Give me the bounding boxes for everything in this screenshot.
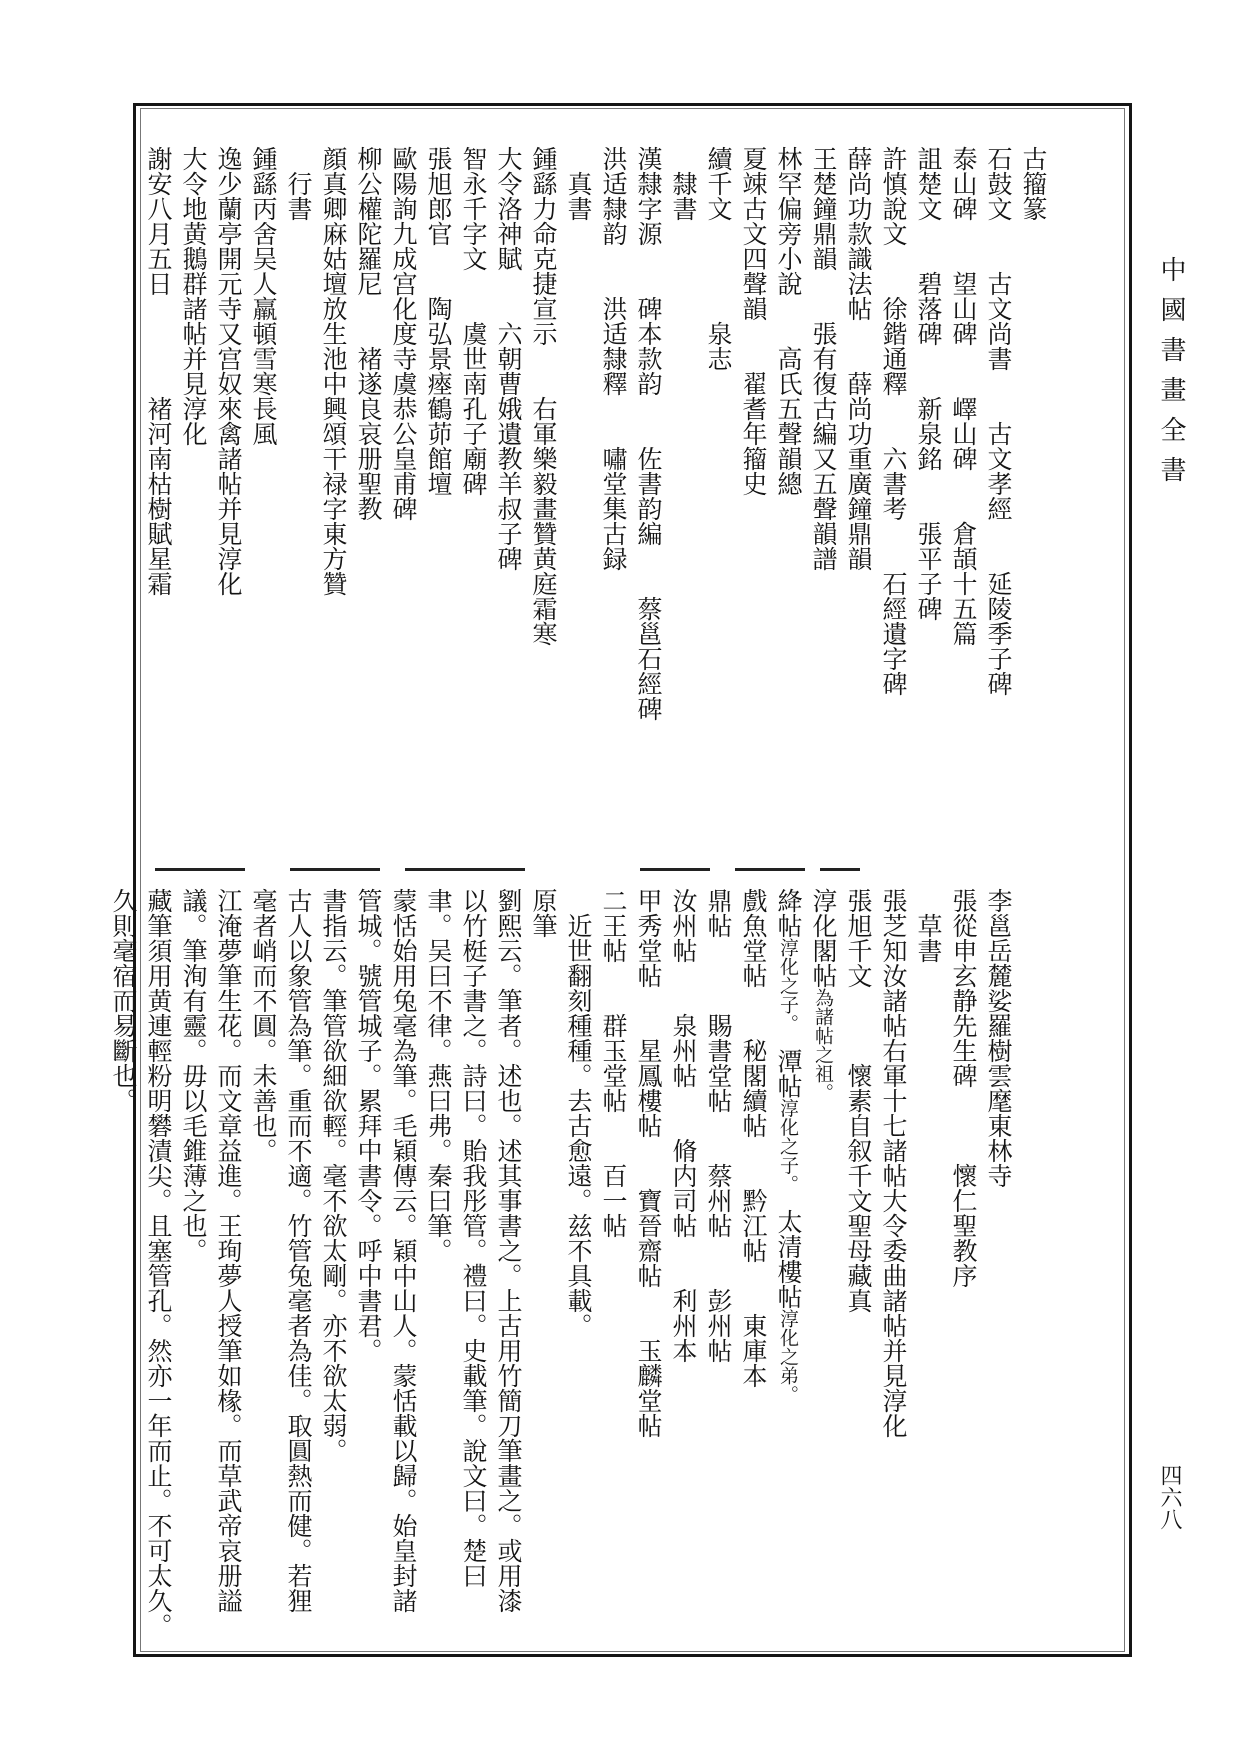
text-column [776,888,801,1404]
column-text: 顔真卿麻姑壇放生池中興頌干禄字東方贊 [319,146,348,596]
column-text: 淳化閣帖 [809,888,838,988]
text-column [776,146,801,496]
column-text: 續千文 泉志 [704,146,733,371]
column-text: 智永千字文 虞世南孔子廟碑 [459,146,488,496]
page-number: 四六八 [1157,1464,1182,1530]
column-text: 聿。吴曰不律。燕曰弗。秦曰筆。 [424,888,453,1263]
text-column [461,146,486,496]
column-text: 以竹梃子書之。詩曰。貽我彤管。禮曰。史載筆。說文曰。楚曰 [459,888,488,1588]
text-column [181,146,206,446]
column-text: 歐陽詢九成宫化度寺虞恭公皇甫碑 [389,146,418,521]
text-column [846,146,871,571]
text-column [216,146,241,596]
column-text: 薛尚功款識法帖 薛尚功重廣鐘鼎韻 [844,146,873,571]
column-text: 古籀篆 [1019,146,1048,221]
column-text: 大令洛神賦 六朝曹娥遺教羊叔子碑 [494,146,523,571]
column-text: 漢隸字源 碑本款韵 佐書韵編 蔡邕石經碑 [634,146,663,721]
column-text: 毫者峭而不圓。未善也。 [249,888,278,1163]
text-column [251,146,276,446]
column-text: 劉熙云。筆者。述也。述其事書之。上古用竹簡刀筆畫之。或用漆 [494,888,523,1613]
text-column [986,888,1011,1188]
text-column [531,146,556,646]
text-column [286,171,311,221]
text-column [181,888,206,1263]
text-column [846,888,871,1313]
text-column [496,146,521,571]
column-text: 謝安八月五日 褚河南枯樹賦星霜 [144,146,173,596]
column-text: 許慎說文 徐鍇通釋 六書考 石經遺字碑 [879,146,908,696]
column-text: 泰山碑 望山碑 嶧山碑 倉頡十五篇 [949,146,978,646]
text-column [566,913,591,1338]
text-column [1021,146,1046,221]
section-divider [290,868,380,871]
column-text: 近世翻刻種種。去古愈遠。兹不具載。 [564,913,593,1338]
text-column [741,888,766,1388]
column-text: 久則毫宿而易斷也。 [109,888,138,1113]
text-column [286,888,311,1613]
column-text: 太清樓帖 [774,1184,803,1309]
text-column [146,146,171,596]
column-text: 張旭郎官 陶弘景瘞鶴茆館壇 [424,146,453,496]
text-column [426,888,451,1263]
text-column [916,913,941,963]
column-text: 真書 [564,171,593,221]
text-column [951,146,976,646]
column-text: 李邕岳麓娑羅樹雲麾東林寺 [984,888,1013,1188]
text-column [426,146,451,496]
column-text: 戲魚堂帖 秘閣續帖 黔江帖 東庫本 [739,888,768,1388]
column-text: 絳帖 [774,888,803,938]
column-text: 甲秀堂帖 星鳳樓帖 寶晉齋帖 玉麟堂帖 [634,888,663,1438]
column-text: 蒙恬始用兔毫為筆。毛穎傳云。穎中山人。蒙恬載以歸。始皇封諸 [389,888,418,1613]
text-column [636,888,661,1438]
text-column [811,146,836,571]
column-text: 張旭千文 懷素自叙千文聖母藏真 [844,888,873,1313]
text-column [146,888,171,1638]
text-column [566,171,591,221]
text-column [601,888,626,1238]
text-column [741,146,766,496]
column-text: 逸少蘭亭開元寺又宫奴來禽諸帖并見淳化 [214,146,243,596]
column-text: 王楚鐘鼎韻 張有復古編又五聲韻譜 [809,146,838,571]
text-column [111,888,136,1113]
column-text: 石鼓文 古文尚書 古文孝經 延陵季子碑 [984,146,1013,696]
text-column [706,146,731,371]
running-title: 中國書畫全書 [1156,256,1186,496]
text-column [881,146,906,696]
column-text: 張芝知汝諸帖右軍十七諸帖大令委曲諸帖并見淳化 [879,888,908,1438]
column-text: 古人以象管為筆。重而不適。竹管兔毫者為佳。取圓熱而健。若狸 [284,888,313,1613]
section-divider [735,868,805,871]
text-column [321,146,346,596]
column-text: 洪适隸韵 洪适隸釋 嘯堂集古録 [599,146,628,571]
text-column [391,888,416,1613]
column-text: 藏筆須用黄連輕粉明礬漬尖。且塞管孔。然亦一年而止。不可太久。 [144,888,173,1638]
text-column [636,146,661,721]
section-divider [155,868,245,871]
column-text: 江淹夢筆生花。而文章益進。王珣夢人授筆如椽。而草武帝哀册謚 [214,888,243,1613]
inline-note: 淳化之子。 [777,938,799,1024]
column-text: 原筆 [529,888,558,938]
column-text: 張從申玄静先生碑 懷仁聖教序 [949,888,978,1288]
column-text: 汝州帖 泉州帖 脩内司帖 利州本 [669,888,698,1363]
text-column [916,146,941,621]
text-column [671,171,696,221]
inline-note: 淳化之弟。 [777,1309,799,1404]
column-text: 潭帖 [774,1023,803,1099]
column-text: 二王帖 群玉堂帖 百一帖 [599,888,628,1238]
column-text: 議。筆洵有靈。毋以毛錐薄之也。 [179,888,208,1263]
text-column [811,888,836,1102]
text-column [951,888,976,1288]
column-text: 鍾繇丙舍吴人羸頓雪寒長風 [249,146,278,446]
text-column [986,146,1011,696]
section-divider [640,868,710,871]
column-text: 行書 [284,171,313,221]
text-column [391,146,416,521]
text-column [356,888,381,1363]
column-text: 鼎帖 賜書堂帖 蔡州帖 彭州帖 [704,888,733,1363]
text-column [496,888,521,1613]
column-text: 鍾繇力命克捷宣示 右軍樂毅畫贊黄庭霜寒 [529,146,558,646]
column-text: 書指云。筆管欲細欲輕。毫不欲太剛。亦不欲太弱。 [319,888,348,1463]
text-column [216,888,241,1613]
text-column [706,888,731,1363]
column-text: 管城。號管城子。累拜中書令。呼中書君。 [354,888,383,1363]
column-text: 隸書 [669,171,698,221]
text-column [356,146,381,521]
column-text: 夏竦古文四聲韻 翟耆年籀史 [739,146,768,496]
section-divider [820,868,860,871]
text-column [321,888,346,1463]
column-text: 林罕偏旁小說 高氏五聲韻總 [774,146,803,496]
inline-note: 淳化之子。 [777,1098,799,1184]
column-text: 詛楚文 碧落碑 新泉銘 張平子碑 [914,146,943,621]
text-column [531,888,556,938]
section-divider [405,868,525,871]
text-column [601,146,626,571]
column-text: 大令地黄鵝群諸帖并見淳化 [179,146,208,446]
text-column [881,888,906,1438]
text-column [251,888,276,1163]
column-text: 柳公權陀羅尼 褚遂良哀册聖教 [354,146,383,521]
column-text: 草書 [914,913,943,963]
text-column [671,888,696,1363]
inline-note: 為諸帖之祖。 [812,988,834,1102]
text-column [461,888,486,1588]
